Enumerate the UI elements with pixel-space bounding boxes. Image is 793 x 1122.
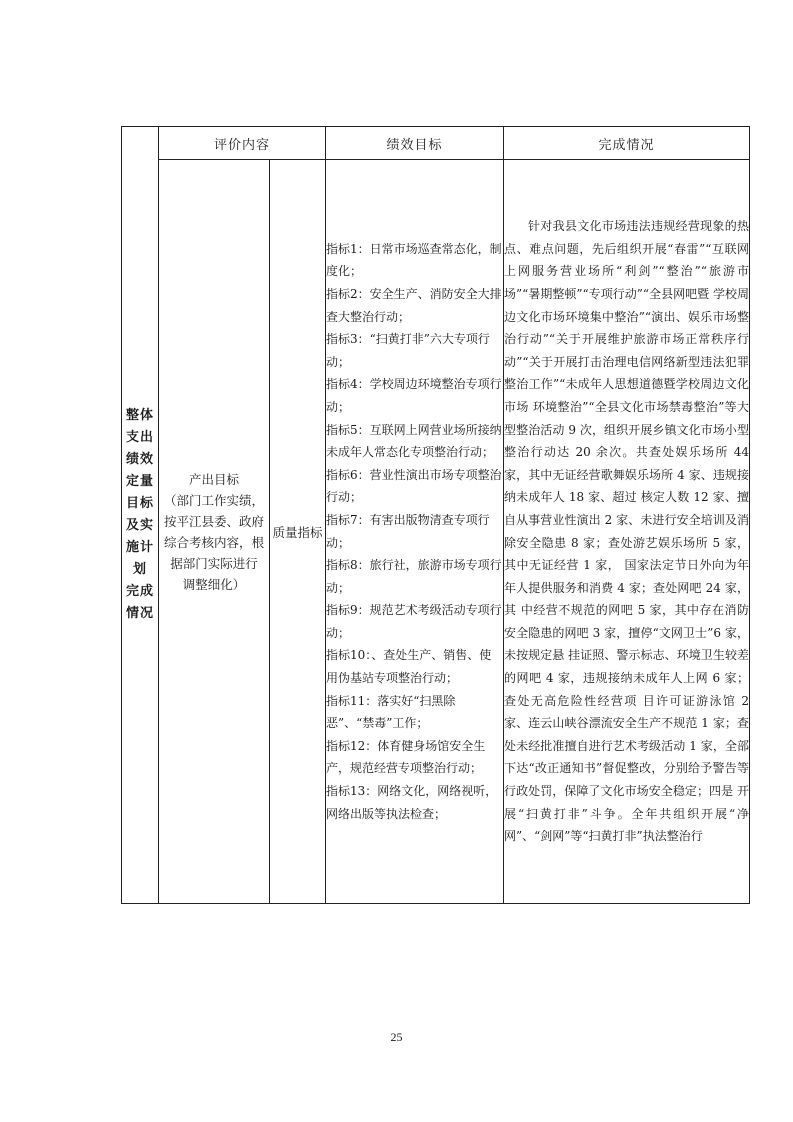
category-line: 整体 <box>125 408 154 423</box>
category-line: 完成 <box>125 584 154 599</box>
category-line: 支出 <box>125 430 154 445</box>
category-line: 及实 <box>125 518 154 533</box>
output-target-note-line: 综合考核内容，根 <box>163 534 264 550</box>
completion-cell: 针对我县文化市场违法违规经营现象的热点、难点问题，先后组织开展“春雷”“互联网上网服务营业场所“利剑”“整治”“旅游市场”“暑期整顿”“专项行动”“全县网吧暨 学校周边文化市场环境集中整治”“演出、娱乐市场整治行动”“关于开展维护旅游市场正常秩序行 动”“关于开展打击治理电信网络新型违法犯罪整治工作”“未成年人思想道德暨学校周边文化市场 环境整治”“全县文化市场禁毒整治”等大型整治活动 9 次，组织开展乡镇文化市场小型整治行动达 20 余次。共查处娱乐场所 44 家，其中无证经营歌舞娱乐场所 4 家、违规接纳未成年人 18 家、超过 核定人数 12 家、擅自从事营业性演出 2 家、未进行安全培训及消除安全隐患 8 家；查处游艺娱乐场所 5 家，其中无证经营 1 家， 国家法定节日外向为年年人提供服务和消费 4 家；查处网吧 24 家，其 中经营不规范的网吧 5 家，其中存在消防安全隐患的网吧 3 家，擅停“文网卫士”6 家，未按规定悬 挂证照、警示标志、环境卫生较差的网吧 4 家，违规接纳未成年人上网 6 家；查处无高危险性经营项 目许可证游泳馆 2 家、连云山峡谷漂流安全生产不规范 1 家；查处未经批准擅自进行艺术考级活动 1 家，全部下达“改正通知书”督促整改，分别给予警告等行政处罚，保障了文化市场安全稳定；四是 开展“扫黄打非”斗争。全年共组织开展“净网”、“剑网”等“扫黄打非”执法整治行 <box>504 160 750 904</box>
target-item: 指标5：互联网上网营业场所接纳未成年人常态化专项整治行动； <box>326 422 502 460</box>
output-target-note-line: （部门工作实绩， <box>163 492 264 508</box>
target-item: 指标12：体育健身场馆安全生产，规范经营专项整治行动； <box>326 738 486 776</box>
target-item: 指标7：有害出版物清查专项行动； <box>326 512 490 550</box>
target-item: 指标1：日常市场巡查常态化，制度化； <box>326 241 502 279</box>
header-completion-status: 完成情况 <box>504 127 750 160</box>
output-target-cell <box>159 160 270 904</box>
category-line: 定量 <box>125 474 154 489</box>
output-target-note-line: 调整细化） <box>182 576 246 592</box>
category-line: 施计 <box>125 540 154 555</box>
table-body-row <box>122 160 750 904</box>
target-item: 指标9：规范艺术考级活动专项行动； <box>326 603 502 640</box>
target-item: 指标2：安全生产、消防安全大排查大整治行动； <box>326 286 502 324</box>
output-target-note-line: 据部门实际进行 <box>170 555 258 571</box>
output-target-note-line: 按平江县委、政府 <box>163 513 264 529</box>
target-item: 指标10：、查处生产、销售、使用伪基站专项整治行动； <box>326 648 492 686</box>
target-item: 指标8：旅行社，旅游市场专项行动； <box>326 558 502 595</box>
evaluation-table <box>121 126 750 904</box>
category-line: 绩效 <box>125 452 154 467</box>
table-header-row <box>122 127 750 160</box>
target-item: 指标4：学校周边环境整治专项行动； <box>326 377 502 414</box>
category-line: 目标 <box>125 496 154 511</box>
category-line: 划 <box>132 562 147 577</box>
target-item: 指标11：落实好“扫黑除恶”、“禁毒”工作； <box>326 693 456 731</box>
targets-cell <box>326 160 504 904</box>
category-cell <box>122 127 159 904</box>
header-performance-target: 绩效目标 <box>326 127 504 160</box>
target-item: 指标6：营业性演出市场专项整治行动； <box>326 467 502 505</box>
target-item: 指标13：网络文化，网络视听，网络出版等执法检查； <box>326 784 498 821</box>
output-target-title: 产出目标 <box>188 471 239 487</box>
quality-indicator-cell: 质量指标 <box>270 160 326 904</box>
category-line: 情况 <box>125 606 154 621</box>
header-evaluation-content: 评价内容 <box>159 127 326 160</box>
target-item: 指标3：“扫黄打非”六大专项行动； <box>326 332 490 369</box>
page-number: 25 <box>390 1030 403 1044</box>
